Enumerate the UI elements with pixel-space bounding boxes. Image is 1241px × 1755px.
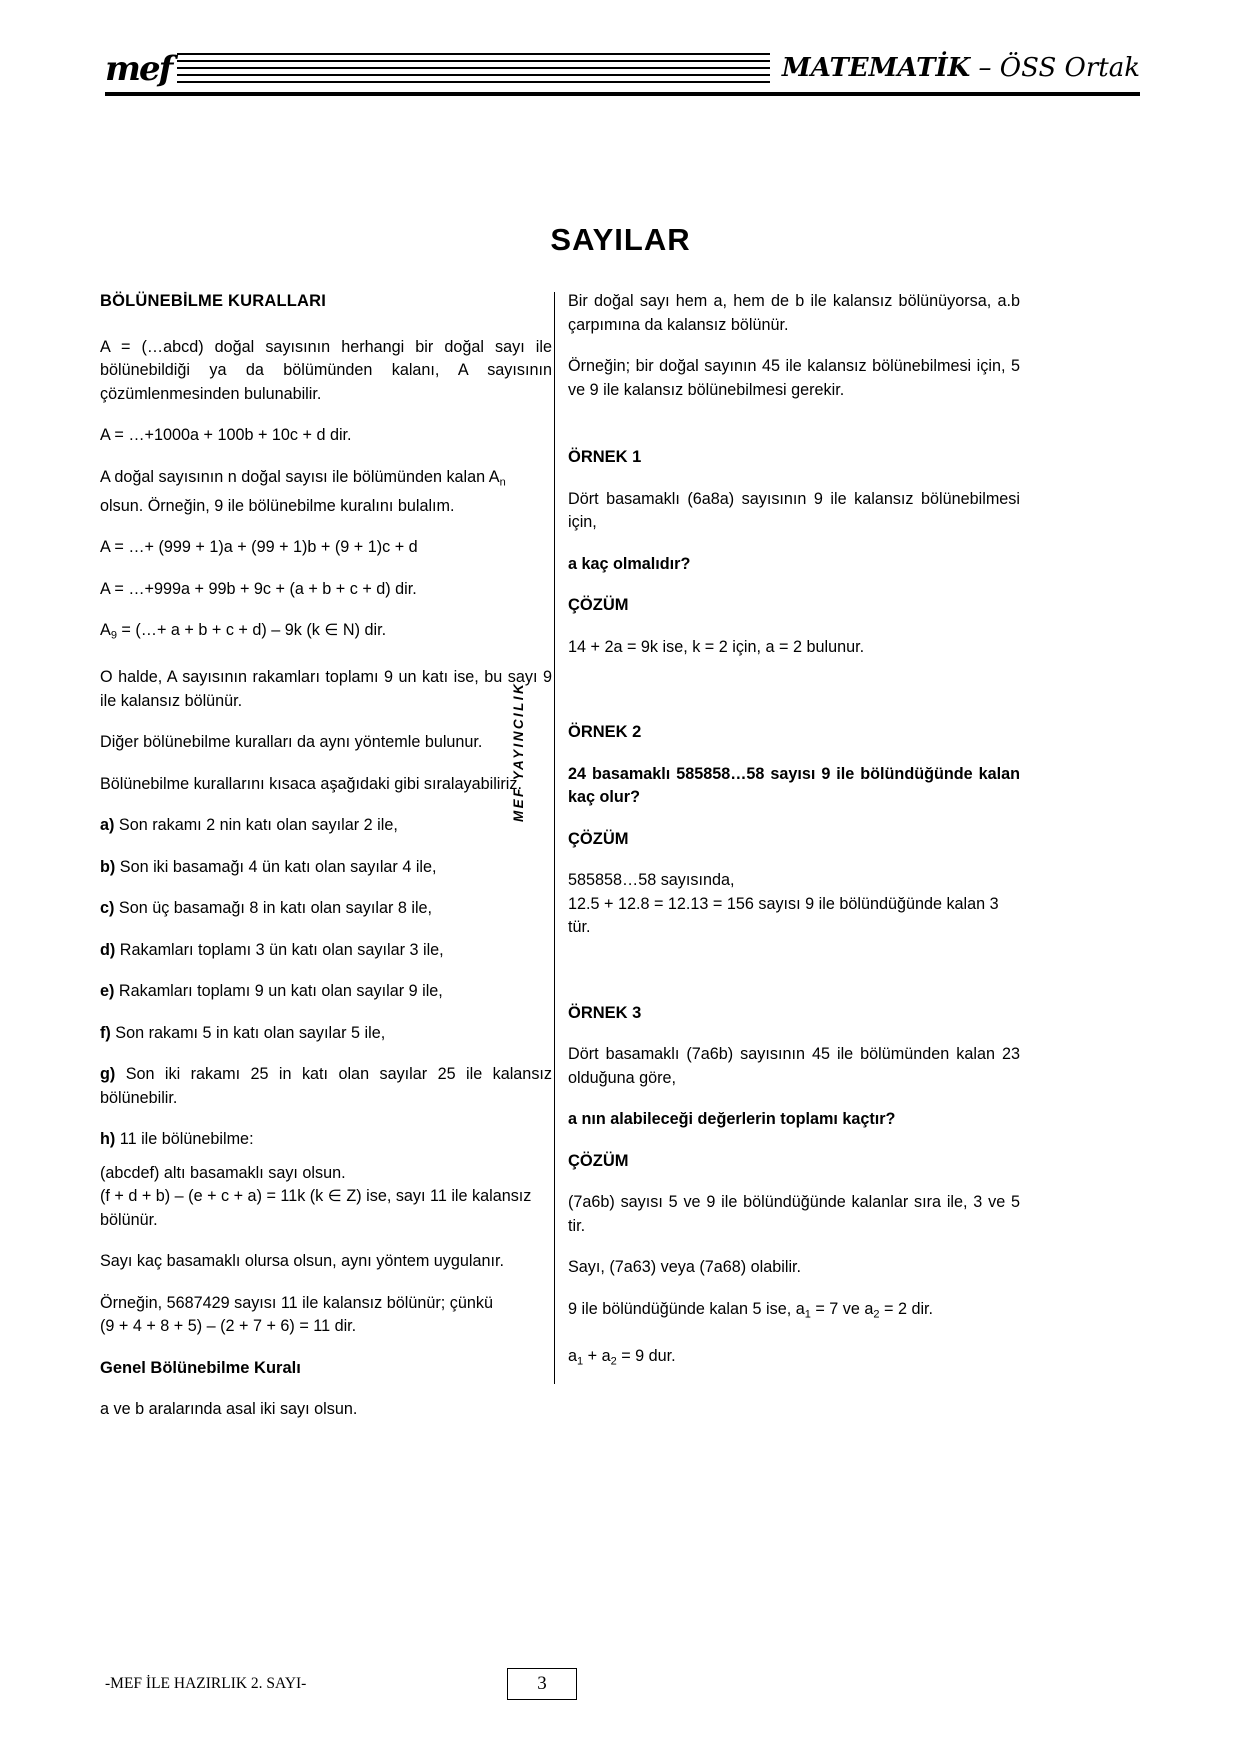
example-2-solution-line-2: 12.5 + 12.8 = 12.13 = 156 sayısı 9 ile bölündüğünde kalan 3 tür.: [568, 894, 999, 936]
formula-expanded-terms: A = …+ (999 + 1)a + (99 + 1)b + (9 + 1)c + d: [100, 538, 418, 557]
masthead-title: [770, 45, 1140, 91]
formula-a9-lead: A: [100, 621, 111, 640]
subscript-n: n: [499, 476, 506, 489]
section-heading-divisibility-rules: BÖLÜNEBİLME KURALLARI: [100, 292, 327, 310]
example-1-ask: a kaç olmalıdır?: [568, 554, 691, 573]
example-3-solution-paragraph-4: [568, 1345, 1020, 1374]
column-divider: [554, 292, 555, 1384]
rule-marker-g: g): [100, 1065, 116, 1084]
paragraph-other-rules: Diğer bölünebilme kuralları da aynı yöntemle bulunur.: [100, 733, 483, 752]
rule-item-f: [100, 1022, 552, 1046]
subscript-a1: 1: [804, 1308, 811, 1321]
paragraph-list-intro: Bölünebilme kurallarını kısaca aşağıdaki gibi sıralayabiliriz.: [100, 774, 522, 793]
subscript-9: 9: [110, 629, 117, 642]
subscript-a1-sum: 1: [577, 1355, 584, 1368]
rule-text-b: Son iki basamağı 4 ün katı olan sayılar 4 ile,: [115, 857, 437, 876]
example-3-sol3-b: = 7 ve a: [810, 1299, 874, 1318]
heading-general-divisibility-rule: Genel Bölünebilme Kuralı: [100, 1358, 301, 1377]
rule-text-f: Son rakamı 5 in katı olan sayılar 5 ile,: [110, 1023, 386, 1042]
rule-text-d: Rakamları toplamı 3 ün katı olan sayılar 3 ile,: [115, 940, 444, 959]
paragraph-definition: A = (…abcd) doğal sayısının herhangi bir doğal sayı ile bölünebildiği ya da bölümünden kalanı, A sayısının çözümlenmesinden bulunabilir.: [100, 337, 552, 403]
publisher-vertical-label: MEF YAYINCILIK: [511, 681, 526, 822]
rule-item-c: [100, 897, 552, 921]
rule-marker-h: h): [100, 1130, 116, 1149]
masthead-title-suffix: – ÖSS Ortak: [970, 53, 1140, 83]
example-2-question: 24 basamaklı 585858…58 sayısı 9 ile bölündüğünde kalan kaç olur?: [568, 764, 1020, 806]
example-3-sol3-a: 9 ile bölündüğünde kalan 5 ise, a: [568, 1299, 805, 1318]
paragraph-remainder-intro: [100, 466, 552, 495]
example-3-ask: a nın alabileceği değerlerin toplamı kaçtır?: [568, 1110, 896, 1128]
masthead-title-subject: MATEMATİK: [781, 53, 971, 83]
rule-marker-d: d): [100, 940, 116, 959]
paragraph-example-5687429: Örneğin, 5687429 sayısı 11 ile kalansız bölünür; çünkü: [100, 1293, 493, 1312]
paragraph-remainder-intro-a: A doğal sayısının n doğal sayısı ile bölümünden kalan A: [100, 467, 500, 486]
right-column: [568, 290, 1020, 1392]
spacer-h-rule: [100, 1152, 552, 1162]
subscript-a2: 2: [873, 1308, 880, 1321]
rule-marker-a: a): [100, 816, 115, 835]
paragraph-45-example: Örneğin; bir doğal sayının 45 ile kalansız bölünebilmesi için, 5 ve 9 ile kalansız bölünebilmesi gerekir.: [568, 357, 1020, 399]
rule-item-a: [100, 814, 552, 838]
rule-item-d: [100, 939, 552, 963]
rule-item-g: [100, 1063, 552, 1110]
footer-note: -MEF İLE HAZIRLIK 2. SAYI-: [105, 1675, 307, 1692]
rule-marker-b: b): [100, 857, 116, 876]
spacer-before-example-1: [568, 420, 1020, 446]
paragraph-conclusion-9: O halde, A sayısının rakamları toplamı 9 un katı ise, bu sayı 9 ile kalansız bölünür.: [100, 668, 552, 710]
page-masthead: [105, 45, 1140, 97]
rule-h-line-2: (f + d + b) – (e + c + a) = 11k (k ∈ Z) ise, sayı 11 ile kalansız bölünür.: [100, 1187, 532, 1229]
spacer-before-example-2: [568, 677, 1020, 721]
heading-example-2-solution: ÇÖZÜM: [568, 829, 629, 848]
paragraph-remainder-intro-cont: olsun. Örneğin, 9 ile bölünebilme kuralını bulalım.: [100, 496, 455, 515]
rule-text-e: Rakamları toplamı 9 un katı olan sayılar 9 ile,: [114, 982, 443, 1001]
left-column: [100, 290, 552, 1440]
rule-marker-e: e): [100, 982, 115, 1001]
rule-marker-f: f): [100, 1023, 111, 1042]
paragraph-any-digits: Sayı kaç basamaklı olursa olsun, aynı yöntem uygulanır.: [100, 1252, 504, 1271]
paragraph-example-5687429-calc: (9 + 4 + 8 + 5) – (2 + 7 + 6) = 11 dir.: [100, 1317, 357, 1336]
example-3-question: Dört basamaklı (7a6b) sayısının 45 ile bölümünden kalan 23 olduğuna göre,: [568, 1045, 1020, 1087]
example-3-sol3-c: = 2 dir.: [879, 1299, 934, 1318]
mef-logo: mef: [105, 47, 177, 91]
example-3-sol4-b: + a: [583, 1346, 611, 1365]
rule-item-h: [100, 1128, 552, 1152]
rule-h-line-1: (abcdef) altı basamaklı sayı olsun.: [100, 1163, 346, 1182]
page-number: 3: [507, 1668, 577, 1700]
heading-example-3: ÖRNEK 3: [568, 1003, 642, 1022]
subscript-a2-sum: 2: [610, 1355, 617, 1368]
spacer-before-example-3: [568, 958, 1020, 1002]
rule-text-h: 11 ile bölünebilme:: [115, 1130, 254, 1149]
page-title: SAYILAR: [550, 222, 691, 257]
heading-example-1-solution: ÇÖZÜM: [568, 596, 629, 614]
paragraph-product-rule: Bir doğal sayı hem a, hem de b ile kalansız bölünüyorsa, a.b çarpımına da kalansız bölünür.: [568, 292, 1020, 334]
example-3-solution-paragraph-3: [568, 1298, 1020, 1327]
heading-example-3-solution: ÇÖZÜM: [568, 1151, 629, 1170]
rule-item-b: [100, 856, 552, 880]
rule-text-g: Son iki rakamı 25 in katı olan sayılar 25 ile kalansız bölünebilir.: [100, 1065, 552, 1107]
example-3-sol4-a: a: [568, 1346, 578, 1365]
rule-text-c: Son üç basamağı 8 in katı olan sayılar 8 ile,: [114, 899, 433, 918]
formula-grouped-terms: A = …+999a + 99b + 9c + (a + b + c + d) dir.: [100, 579, 417, 598]
example-3-sol4-c: = 9 dur.: [616, 1346, 676, 1365]
example-3-solution-paragraph-1: (7a6b) sayısı 5 ve 9 ile bölündüğünde kalanlar sıra ile, 3 ve 5 tir.: [568, 1193, 1020, 1235]
heading-example-2: ÖRNEK 2: [568, 723, 642, 741]
formula-a9-remainder: [100, 619, 552, 648]
formula-a9-rest: = (…+ a + b + c + d) – 9k (k ∈ N) dir.: [116, 621, 387, 640]
rule-text-a: Son rakamı 2 nin katı olan sayılar 2 ile,: [114, 816, 398, 835]
example-3-solution-paragraph-2: Sayı, (7a63) veya (7a68) olabilir.: [568, 1258, 802, 1276]
formula-expansion: A = …+1000a + 100b + 10c + d dir.: [100, 426, 352, 444]
example-1-solution-line: 14 + 2a = 9k ise, k = 2 için, a = 2 bulunur.: [568, 637, 865, 656]
masthead-bottom-bar: [105, 92, 1140, 96]
rule-marker-c: c): [100, 899, 115, 918]
example-2-solution-line-1: 585858…58 sayısında,: [568, 871, 735, 889]
example-1-question: Dört basamaklı (6a8a) sayısının 9 ile kalansız bölünebilmesi için,: [568, 489, 1020, 531]
heading-example-1: ÖRNEK 1: [568, 448, 642, 466]
paragraph-coprime: a ve b aralarında asal iki sayı olsun.: [100, 1400, 358, 1419]
rule-item-e: [100, 980, 552, 1004]
